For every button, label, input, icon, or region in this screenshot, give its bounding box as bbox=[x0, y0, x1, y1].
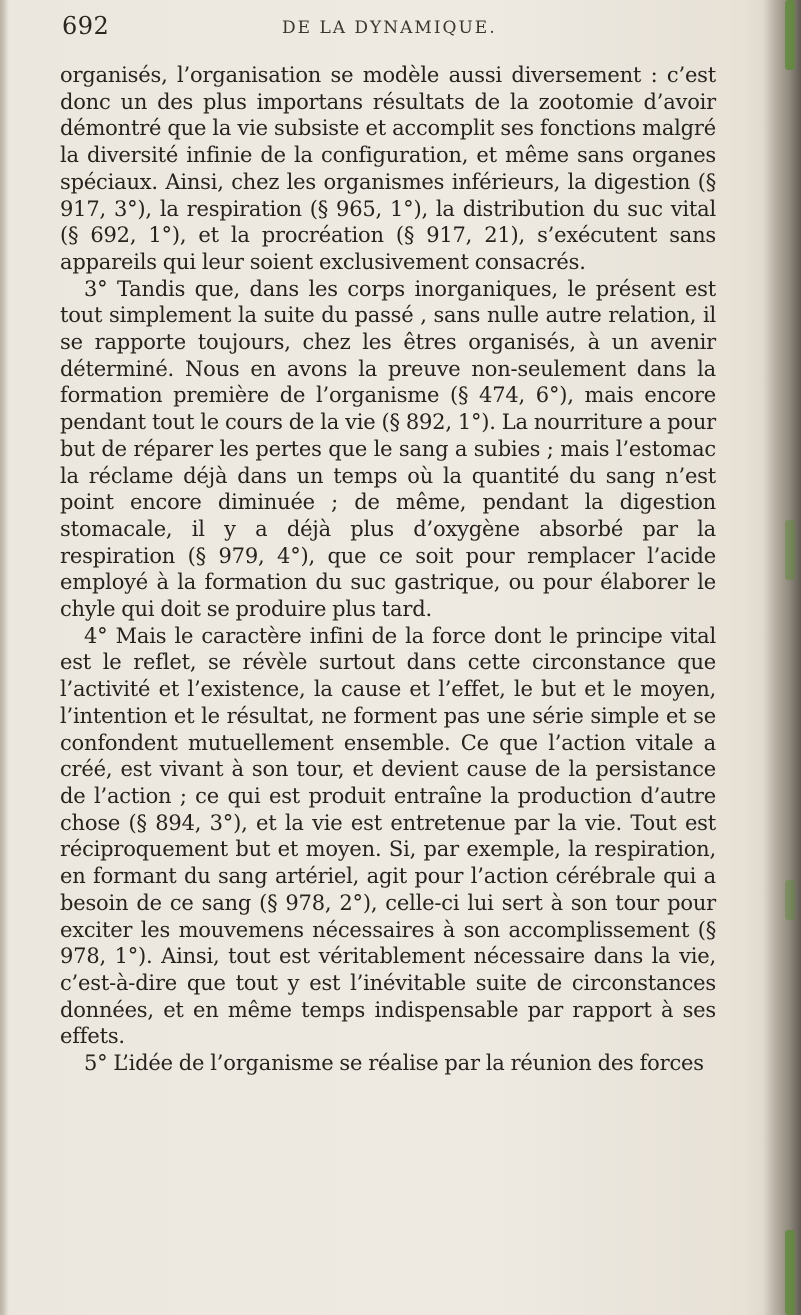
binding-cloth-strip bbox=[785, 520, 795, 580]
paragraph: organisés, l’organisation se modèle aussi diversement : c’est donc un des plus importans résultats de la zootomie d’avoir démontré que la vie subsiste et accomplit ses fonctions malgré la diversité infinie de la configuration, et même sans organes spéciaux. Ainsi, chez les organismes inférieurs, la digestion (§ 917, 3°), la respiration (§ 965, 1°), la distribution du suc vital (§ 692, 1°), et la procréation (§ 917, 21), s’exécutent sans appareils qui leur soient exclusivement consacrés. bbox=[60, 63, 716, 274]
binding-cloth-strip bbox=[785, 880, 795, 920]
paragraph: 3° Tandis que, dans les corps inorganiques, le présent est tout simplement la suite du passé , sans nulle autre relation, il se rapporte toujours, chez les êtres organisés, à un avenir déterminé. Nous en avons la preuve non-seulement dans la formation première de l’organisme (§ 474, 6°), mais encore pendant tout le cours de la vie (§ 892, 1°). La nourriture a pour but de réparer les pertes que le sang a subies ; mais l’estomac la réclame déjà dans un temps où la quantité du sang n’est point encore diminuée ; de même, pendant la digestion stomacale, il y a déjà plus d’oxygène absorbé par la respiration (§ 979, 4°), que ce soit pour remplacer l’acide employé à la formation du suc gastrique, ou pour élaborer le chyle qui doit se produire plus tard. bbox=[60, 276, 716, 622]
page-header bbox=[62, 12, 714, 48]
page-left-shadow bbox=[0, 0, 8, 1315]
running-head: DE LA DYNAMIQUE. bbox=[282, 18, 497, 38]
paragraph: 4° Mais le caractère infini de la force dont le principe vital est le reflet, se révèle surtout dans cette circonstance que l’activité et l’existence, la cause et l’effet, le but et le moyen, l’intention et le résultat, ne forment pas une série simple et se confondent mutuellement ensemble. Ce que l’action vitale a créé, est vivant à son tour, et devient cause de la persistance de l’action ; ce qui est produit entraîne la production d’autre chose (§ 894, 3°), et la vie est entretenue par la vie. Tout est réciproquement but et moyen. Si, par exemple, la respiration, en formant du sang artériel, agit pour l’action cérébrale qui a besoin de ce sang (§ 978, 2°), celle-ci lui sert à son tour pour exciter les mouvemens nécessaires à son accomplissement (§ 978, 1°). Ainsi, tout est véritablement nécessaire dans la vie, c’est-à-dire que tout y est l’inévitable suite de circonstances données, et en même temps indispensable par rapport à ses effets. bbox=[60, 623, 716, 1049]
binding-cloth-strip bbox=[785, 0, 795, 70]
page-number: 692 bbox=[62, 12, 110, 40]
binding-cloth-strip bbox=[785, 1230, 795, 1315]
paragraph: 5° L’idée de l’organisme se réalise par la réunion des forces bbox=[84, 1051, 704, 1076]
book-binding-edge bbox=[763, 0, 801, 1315]
body-text bbox=[60, 62, 716, 1077]
